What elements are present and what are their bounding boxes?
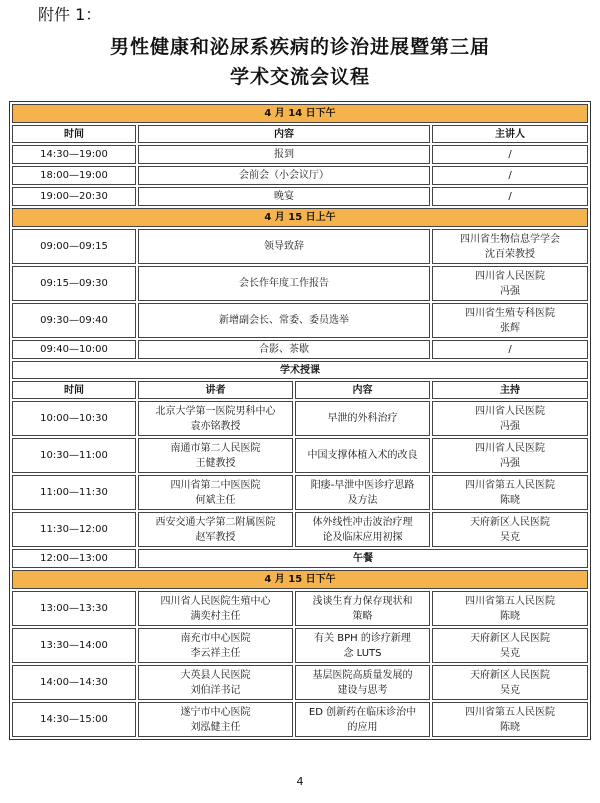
lecturer-org: 大英县人民医院 <box>180 669 251 681</box>
speaker-cell: / <box>432 187 588 206</box>
table-row <box>12 166 588 185</box>
content-line: 建设与思考 <box>337 684 388 696</box>
content-line: 中国支撑体植入术的改良 <box>307 450 418 461</box>
table-row <box>12 145 588 164</box>
lecturer-org: 北京大学第一医院男科中心 <box>155 405 276 417</box>
lecturer-name: 王健教授 <box>195 457 236 469</box>
lecturer-org: 四川省第二中医医院 <box>170 479 261 491</box>
section-header-apr15-afternoon: 4 月 15 日下午 <box>12 570 588 589</box>
time-cell: 13:00—13:30 <box>12 591 136 626</box>
content-line: 阳痿-早泄中医诊疗思路 <box>310 479 415 491</box>
speaker-name: 张辉 <box>500 322 520 334</box>
host-cell <box>432 628 588 663</box>
time-cell: 14:30—15:00 <box>12 702 136 737</box>
time-cell: 11:00—11:30 <box>12 475 136 510</box>
time-cell: 09:40—10:00 <box>12 340 136 359</box>
host-name: 吴克 <box>500 684 520 696</box>
table-row <box>12 591 588 626</box>
content-line: 念 LUTS <box>343 647 382 659</box>
speaker-cell <box>432 303 588 338</box>
table-row <box>12 266 588 301</box>
content-cell: 新增副会长、常委、委员选举 <box>138 303 430 338</box>
content-cell <box>295 401 430 436</box>
host-cell <box>432 401 588 436</box>
time-cell: 09:00—09:15 <box>12 229 136 264</box>
host-org: 天府新区人民医院 <box>470 669 550 681</box>
lunch-cell: 午餐 <box>138 549 588 568</box>
speaker-org: 四川省生物信息学学会 <box>460 233 560 245</box>
table-row <box>12 475 588 510</box>
time-cell: 18:00—19:00 <box>12 166 136 185</box>
content-line: 策略 <box>352 610 373 622</box>
host-cell <box>432 665 588 700</box>
host-org: 四川省人民医院 <box>475 442 545 454</box>
page-number: 4 <box>296 775 304 788</box>
section-header-apr14-afternoon: 4 月 14 日下午 <box>12 104 588 123</box>
host-org: 四川省第五人民医院 <box>465 595 555 607</box>
lecturer-org: 南通市第二人民医院 <box>170 442 261 454</box>
speaker-cell <box>432 266 588 301</box>
content-cell <box>295 591 430 626</box>
host-name: 吴克 <box>500 647 520 659</box>
page-title-line1: 男性健康和泌尿系疾病的诊治进展暨第三届 <box>109 36 490 58</box>
col-header-time: 时间 <box>12 381 136 399</box>
lecturer-cell <box>138 628 293 663</box>
lecturer-name: 何斌主任 <box>195 494 236 506</box>
host-name: 冯强 <box>500 457 520 469</box>
content-cell: 报到 <box>138 145 430 164</box>
speaker-cell <box>432 229 588 264</box>
content-line: ED 创新药在临床诊治中 <box>308 706 417 718</box>
time-cell: 09:30—09:40 <box>12 303 136 338</box>
col-header-host: 主持 <box>432 381 588 399</box>
content-cell <box>295 628 430 663</box>
time-cell: 11:30—12:00 <box>12 512 136 547</box>
lecturer-cell <box>138 591 293 626</box>
time-cell: 19:00—20:30 <box>12 187 136 206</box>
time-cell: 14:30—19:00 <box>12 145 136 164</box>
lecturer-name: 赵军教授 <box>195 531 236 543</box>
table-row <box>12 549 588 568</box>
agenda-table <box>9 101 591 740</box>
lecturer-org: 南充市中心医院 <box>180 632 251 644</box>
speaker-cell: / <box>432 145 588 164</box>
host-name: 陈晓 <box>500 610 520 622</box>
content-line: 浅谈生育力保存现状和 <box>312 595 413 607</box>
host-org: 天府新区人民医院 <box>470 632 550 644</box>
host-org: 四川省人民医院 <box>475 405 545 417</box>
table-row <box>12 512 588 547</box>
speaker-cell: / <box>432 340 588 359</box>
table-row <box>12 303 588 338</box>
content-cell <box>295 665 430 700</box>
host-name: 陈晓 <box>500 721 520 733</box>
time-cell: 12:00—13:00 <box>12 549 136 568</box>
col-header-time: 时间 <box>12 125 136 143</box>
host-name: 吴克 <box>500 531 520 543</box>
content-line: 有关 BPH 的诊疗新理 <box>314 632 411 644</box>
time-cell: 10:00—10:30 <box>12 401 136 436</box>
lecturer-name: 满奕村主任 <box>190 610 241 622</box>
table-row <box>12 229 588 264</box>
lecturer-cell <box>138 702 293 737</box>
content-line: 的应用 <box>347 721 378 733</box>
lecturer-name: 刘泓健主任 <box>190 721 241 733</box>
table-row <box>12 438 588 473</box>
lecturer-name: 李云祥主任 <box>190 647 241 659</box>
lecturer-org: 西安交通大学第二附属医院 <box>155 516 276 528</box>
lecturer-name: 袁亦铭教授 <box>190 420 241 432</box>
lecturer-cell <box>138 665 293 700</box>
time-cell: 10:30—11:00 <box>12 438 136 473</box>
content-cell <box>295 512 430 547</box>
col-header-content: 内容 <box>138 125 430 143</box>
col-header-lecturer: 讲者 <box>138 381 293 399</box>
time-cell: 14:00—14:30 <box>12 665 136 700</box>
time-cell: 09:15—09:30 <box>12 266 136 301</box>
content-cell: 领导致辞 <box>138 229 430 264</box>
page-title-line2: 学术交流会议程 <box>229 66 370 88</box>
time-cell: 13:30—14:00 <box>12 628 136 663</box>
host-name: 冯强 <box>500 420 520 432</box>
content-cell: 会前会（小会议厅） <box>138 166 430 185</box>
col-header-content: 内容 <box>295 381 430 399</box>
table-row <box>12 628 588 663</box>
speaker-name: 冯强 <box>500 285 520 297</box>
speaker-name: 沈百荣教授 <box>485 248 535 260</box>
host-org: 天府新区人民医院 <box>470 516 550 528</box>
host-name: 陈晓 <box>500 494 520 506</box>
host-cell <box>432 438 588 473</box>
table-row <box>12 401 588 436</box>
attachment-label: 附件 1： <box>38 5 102 24</box>
lecturer-cell <box>138 475 293 510</box>
content-cell: 合影、茶歇 <box>138 340 430 359</box>
host-cell <box>432 512 588 547</box>
table-row <box>12 702 588 737</box>
host-cell <box>432 475 588 510</box>
lecturer-cell <box>138 512 293 547</box>
content-line: 及方法 <box>347 494 378 506</box>
host-org: 四川省第五人民医院 <box>465 479 555 491</box>
content-line: 论及临床应用初探 <box>322 531 403 543</box>
col-header-speaker: 主讲人 <box>432 125 588 143</box>
lecturer-org: 遂宁市中心医院 <box>180 706 251 718</box>
host-cell <box>432 702 588 737</box>
lecturer-cell <box>138 438 293 473</box>
content-cell: 会长作年度工作报告 <box>138 266 430 301</box>
content-cell <box>295 475 430 510</box>
content-line: 基层医院高质量发展的 <box>312 669 413 681</box>
content-line: 体外线性冲击波治疗理 <box>312 516 413 528</box>
lecturer-cell <box>138 401 293 436</box>
table-row <box>12 340 588 359</box>
lecturer-org: 四川省人民医院生殖中心 <box>160 595 271 607</box>
content-line: 早泄的外科治疗 <box>327 413 398 424</box>
speaker-cell: / <box>432 166 588 185</box>
speaker-org: 四川省生殖专科医院 <box>465 307 555 319</box>
speaker-org: 四川省人民医院 <box>475 270 545 282</box>
academic-lecture-label: 学术授课 <box>12 361 588 379</box>
content-cell: 晚宴 <box>138 187 430 206</box>
content-cell <box>295 702 430 737</box>
host-org: 四川省第五人民医院 <box>465 706 555 718</box>
host-cell <box>432 591 588 626</box>
content-cell <box>295 438 430 473</box>
table-row <box>12 665 588 700</box>
lecturer-name: 刘伯洋书记 <box>190 684 241 696</box>
section-header-apr15-morning: 4 月 15 日上午 <box>12 208 588 227</box>
table-row <box>12 187 588 206</box>
